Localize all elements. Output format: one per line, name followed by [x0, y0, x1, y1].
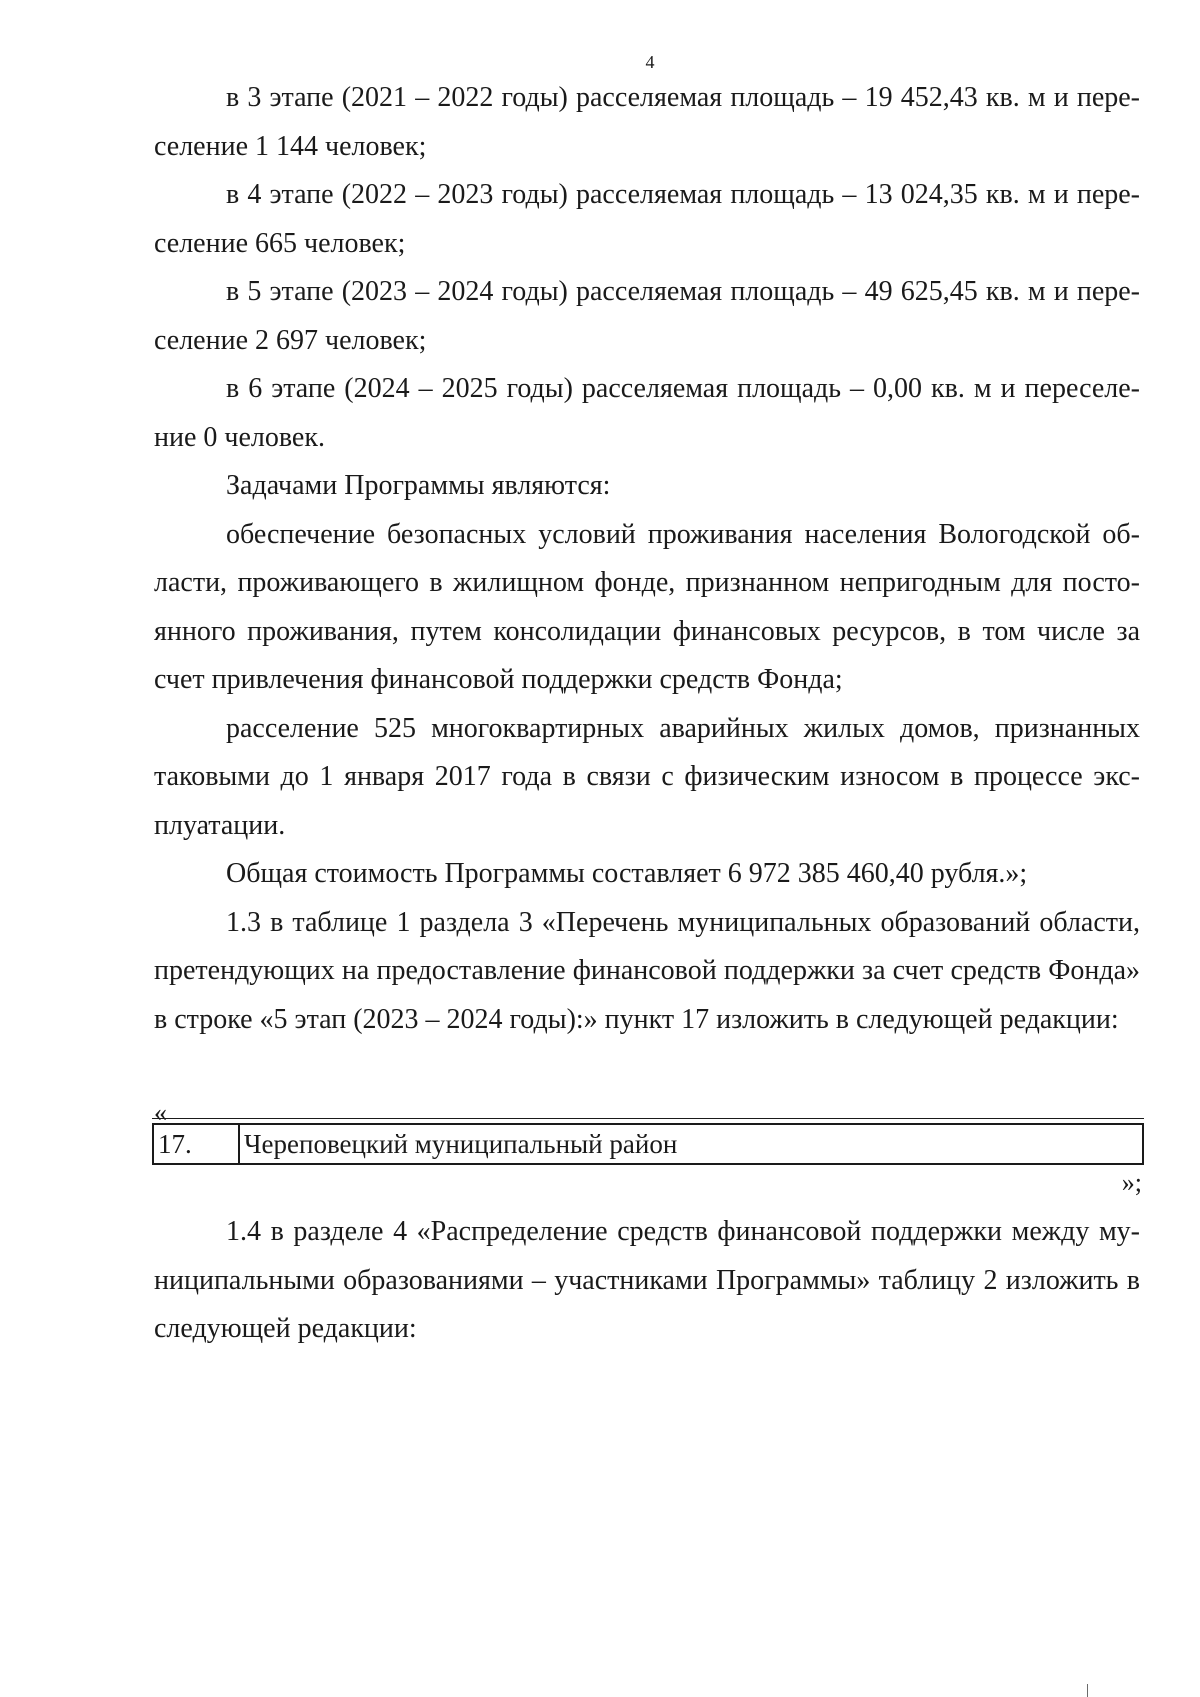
paragraph-stage-4: в 4 этапе (2022 – 2023 годы) расселяемая площадь – 13 024,35 кв. м и переселение 665 человек; [154, 179, 1140, 259]
paragraph-task-safety: обеспечение безопасных условий проживания населения Вологодской области, проживающего в жилищном фонде, признанном непригодным для постоянного проживания, путем консолидации финансовых ресурсов, в том числе за счет привлечения финансовой поддержки средств Фонда; [154, 518, 1140, 695]
page-number: 4 [645, 52, 655, 72]
scan-artifact-mark [1087, 1684, 1088, 1697]
table-row [152, 1123, 1144, 1165]
paragraph-stage-5: в 5 этапе (2023 – 2024 годы) расселяемая площадь – 49 625,45 кв. м и переселение 2 697 человек; [154, 276, 1140, 356]
paragraph-amendment-1-4: 1.4 в разделе 4 «Распределение средств финансовой поддержки между муниципальными образованиями – участниками Программы» таблицу 2 изложить в следующей редакции: [154, 1216, 1140, 1344]
paragraph-stage-6: в 6 этапе (2024 – 2025 годы) расселяемая площадь – 0,00 кв. м и переселение 0 человек. [154, 373, 1140, 453]
paragraph-tasks-heading: Задачами Программы являются: [226, 470, 611, 501]
body-text-bottom [154, 1208, 1140, 1354]
paragraph-task-resettlement: расселение 525 многоквартирных аварийных жилых домов, признанных таковыми до 1 января 2017 года в связи с физическим износом в процессе эксплуатации. [154, 712, 1140, 841]
paragraph-amendment-1-3: 1.3 в таблице 1 раздела 3 «Перечень муниципальных образований области, претендующих на предоставление финансовой поддержки за счет средств Фонда» в строке «5 этап (2023 – 2024 годы):» пункт 17 изложить в следующей редакции: [154, 906, 1140, 1035]
opening-quote-mark: « [154, 1098, 167, 1127]
paragraph-total-cost: Общая стоимость Программы составляет 6 972 385 460,40 рубля.»; [226, 858, 1028, 889]
table-cell-number: 17. [154, 1125, 240, 1163]
table-cell-municipality: Череповецкий муниципальный район [244, 1129, 678, 1159]
closing-quote-mark: »; [1121, 1168, 1142, 1197]
body-text-top [154, 74, 1140, 1044]
paragraph-stage-3: в 3 этапе (2021 – 2022 годы) расселяемая площадь – 19 452,43 кв. м и переселение 1 144 человек; [154, 82, 1140, 162]
